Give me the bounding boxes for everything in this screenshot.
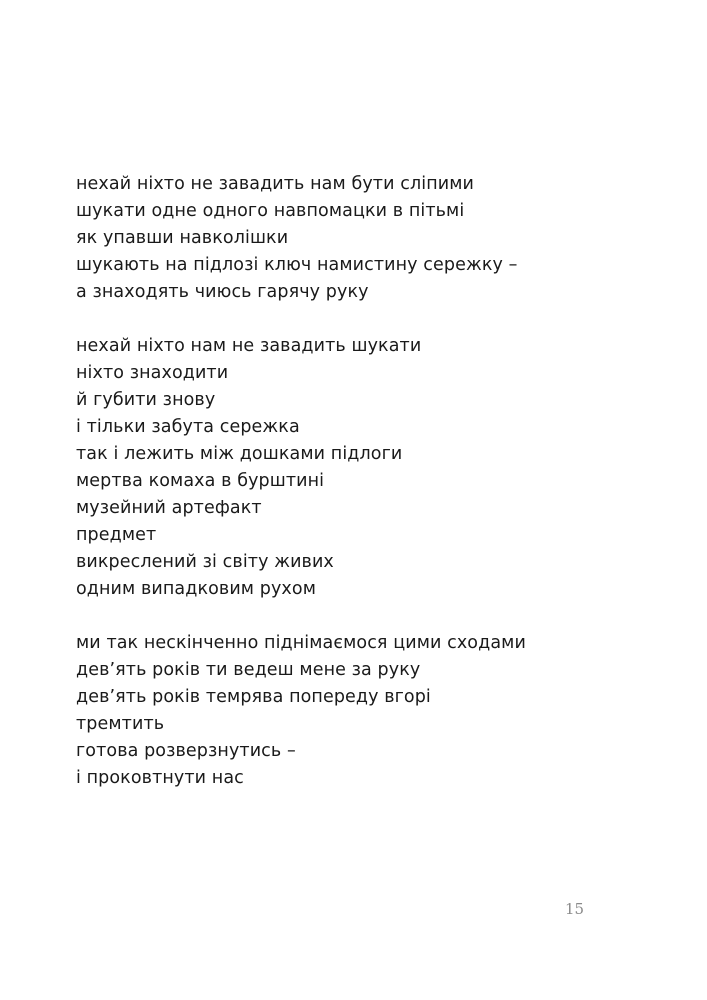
poem-line: викреслений зі світу живих [76, 552, 334, 572]
poem-line: так і лежить між дошками підлоги [76, 444, 403, 464]
poem-line: а знаходять чиюсь гарячу руку [76, 282, 369, 302]
poem-line: мертва комаха в бурштині [76, 471, 325, 491]
poem-line: і тільки забута сережка [76, 417, 300, 437]
poem-line: одним випадковим рухом [76, 579, 316, 599]
page-number: 15 [565, 900, 585, 918]
poem-line: і проковтнути нас [76, 768, 244, 788]
stanza-break [76, 603, 676, 630]
stanza-break [76, 306, 676, 333]
poem-line: як упавши навколішки [76, 228, 289, 248]
poem-line: нехай ніхто не завадить нам бути сліпими [76, 174, 474, 194]
poem-line: дев’ять років ти ведеш мене за руку [76, 660, 421, 680]
poem-line: дев’ять років темрява попереду вгорі [76, 687, 431, 707]
stanza-1 [76, 171, 676, 306]
poem-line: готова розверзнутись – [76, 741, 296, 761]
stanza-3 [76, 630, 676, 792]
poem-line: предмет [76, 525, 157, 545]
poem-line: ми так нескінченно піднімаємося цими сходами [76, 633, 526, 653]
stanza-2 [76, 333, 676, 603]
poem-line: музейний артефакт [76, 498, 262, 518]
poem-line: шукають на підлозі ключ намистину сережку – [76, 255, 518, 275]
poem-line: тремтить [76, 714, 165, 734]
poem-line: ніхто знаходити [76, 363, 229, 383]
poem-line: шукати одне одного навпомацки в пітьмі [76, 201, 465, 221]
poem [76, 171, 676, 792]
poem-line: й губити знову [76, 390, 216, 410]
poem-line: нехай ніхто нам не завадить шукати [76, 336, 422, 356]
